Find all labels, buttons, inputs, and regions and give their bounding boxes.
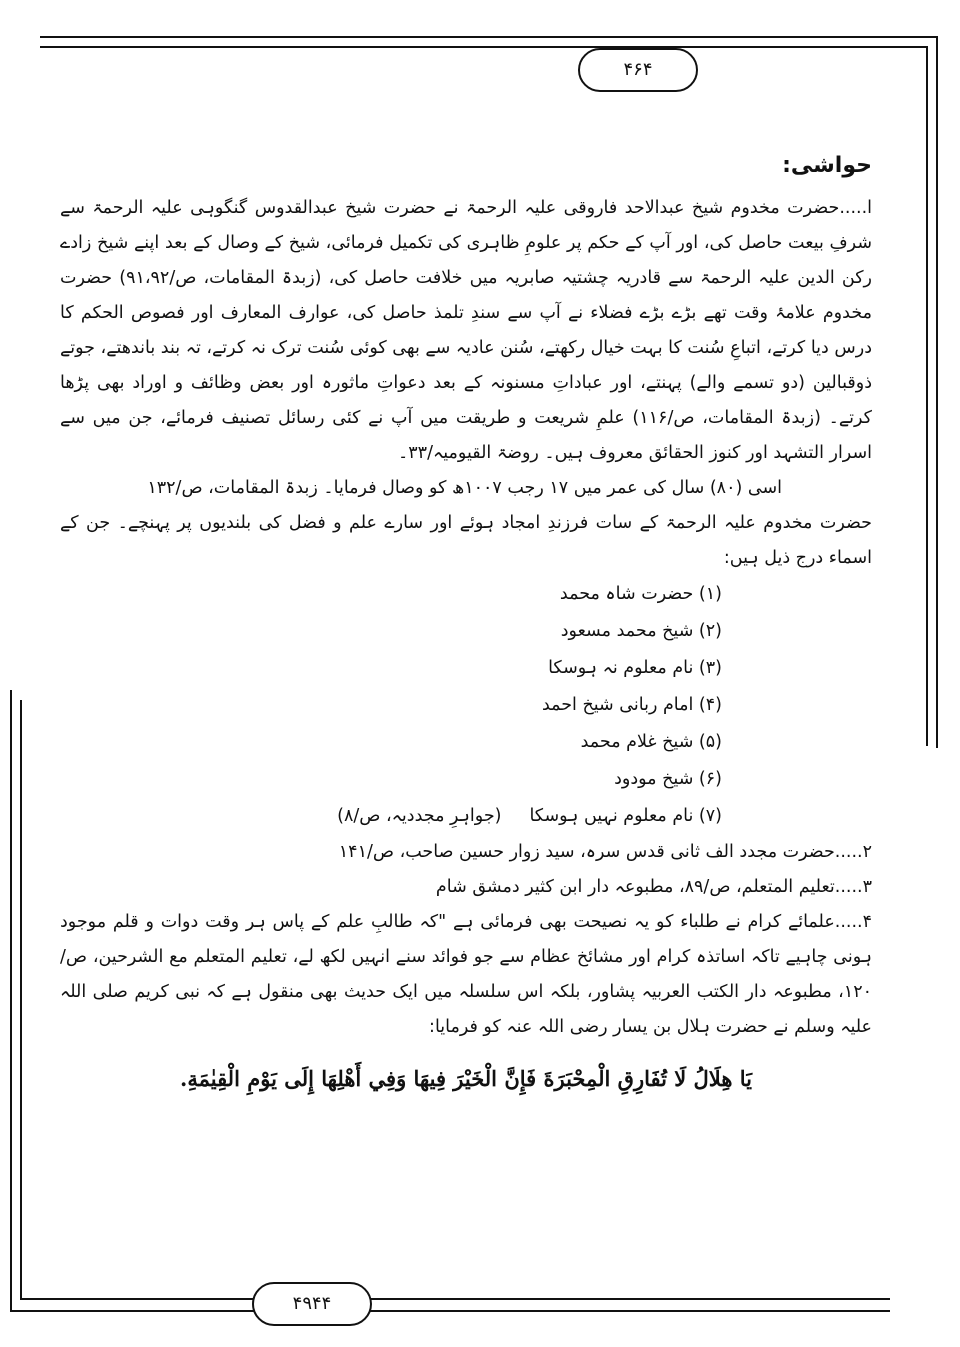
list-item: (۵) شیخ غلام محمد [580,732,722,752]
note-3-text: تعلیم المتعلم، ص/۸۹، مطبوعہ دار ابن کثیر دمشق شام [435,877,835,897]
list-item: (۳) نام معلوم نہ ہوسکا [548,658,722,678]
hadith-text: یَا هِلَالُ لَا تُفَارِقِ الْمِحْبَرَةَ فَإِنَّ الْخَيْرَ فِيهَا وَفِي أَهْلِهَا إِلَى يَوْمِ الْقِيٰمَةِ. [180,1066,752,1091]
list-item: (۶) شیخ مودود [614,769,722,789]
list-item: (۱) حضرت شاہ محمد [559,584,722,604]
note-3-number: ۳..... [834,877,872,897]
note-1 [60,191,872,471]
sons-list [60,576,872,835]
page-number-top: ۴۶۴ [578,48,698,92]
section-heading: حواشی: [782,153,872,178]
note-4-text: علمائے کرام نے طلباء کو یہ نصیحت بھی فرمائی ہے "کہ طالبِ علم کے پاس ہر وقت دوات و قلم موجود ہونی چاہیے تاکہ اساتذہ کرام اور مشائخ عظام سے جو فوائد سنے انہیں لکھ لے، تعلیم المتعلم مع الشرحین، ص/۱۲۰، مطبوعہ دار الکتب العربیہ پشاور، بلکہ اس سلسلہ میں ایک حدیث بھی منقول ہے کہ نبی کریم صلی اللہ علیہ وسلم نے حضرت ہلال بن یسار رضی اللہ عنہ کو فرمایا: [60,912,872,1037]
note-4-number: ۴..... [834,912,872,932]
note-2 [60,835,872,870]
list-item [60,798,722,835]
list-item: (۲) شیخ محمد مسعود [560,621,722,641]
footnotes-content [60,148,872,1248]
list-item: (۴) امام ربانی شیخ احمد [541,695,722,715]
note-2-number: ۲..... [834,842,872,862]
note-3 [60,870,872,905]
note-2-text: حضرت مجدد الف ثانی قدس سرہ، سید زوار حسین صاحب، ص/۱۴۱ [338,842,835,862]
page-number-bottom: ۴۹۴۴ [252,1282,372,1326]
note-1-paragraph-2: اسی (۸۰) سال کی عمر میں ۱۷ رجب ۱۰۰۷ھ کو وصال فرمایا۔ زبدۃ المقامات، ص/۱۳۲ [147,478,782,498]
sons-reference: (جواہرِ مجددیہ، ص/۸) [337,806,502,826]
list-item-text: (۷) نام معلوم نہیں ہوسکا [529,806,722,826]
note-1-paragraph-3: حضرت مخدوم علیہ الرحمۃ کے سات فرزندِ امجاد ہوئے اور سارے علم و فضل کی بلندیوں پر پہنچے۔ جن کے اسماء درج ذیل ہیں: [60,513,872,568]
note-1-paragraph-1: حضرت مخدوم شیخ عبدالاحد فاروقی علیہ الرحمۃ نے حضرت شیخ عبدالقدوس گنگوہی علیہ الرحمۃ سے شرفِ بیعت حاصل کی، اور آپ کے حکم پر علومِ ظاہری کی تکمیل فرمائی، شیخ کے وصال کے بعد اپنے شیخ زادے رکن الدین علیہ الرحمۃ سے قادریہ چشتیہ صابریہ میں خلافت حاصل کی، (زبدۃ المقامات، ص/۹۱،۹۲) حضرت مخدوم علامۂ وقت تھے بڑے بڑے فضلاء نے آپ سے سندِ تلمذ حاصل کی، عوارف المعارف اور فصوص الحکم کا درس دیا کرتے، اتباعِ سُنت کا بہت خیال رکھتے، سُنن عادیہ سے بھی کوئی سُنت ترک نہ کرتے، تہ بند باندھتے، جوتے ذوقبالین (دو تسمے والے) پہنتے، اور عباداتِ مسنونہ کے بعد دعواتِ ماثورہ اور بعض وظائف و اوراد بھی پڑھا کرتے۔ (زبدۃ المقامات، ص/۱۱۶) علمِ شریعت و طریقت میں آپ نے کئی رسائل تصنیف فرمائے، جن میں سے اسرار التشہد اور کنوز الحقائق معروف ہیں۔ روضۃ القیومیہ/۳۳۔ [60,198,872,463]
note-1-number: ا..... [839,198,872,218]
note-4 [60,905,872,1045]
